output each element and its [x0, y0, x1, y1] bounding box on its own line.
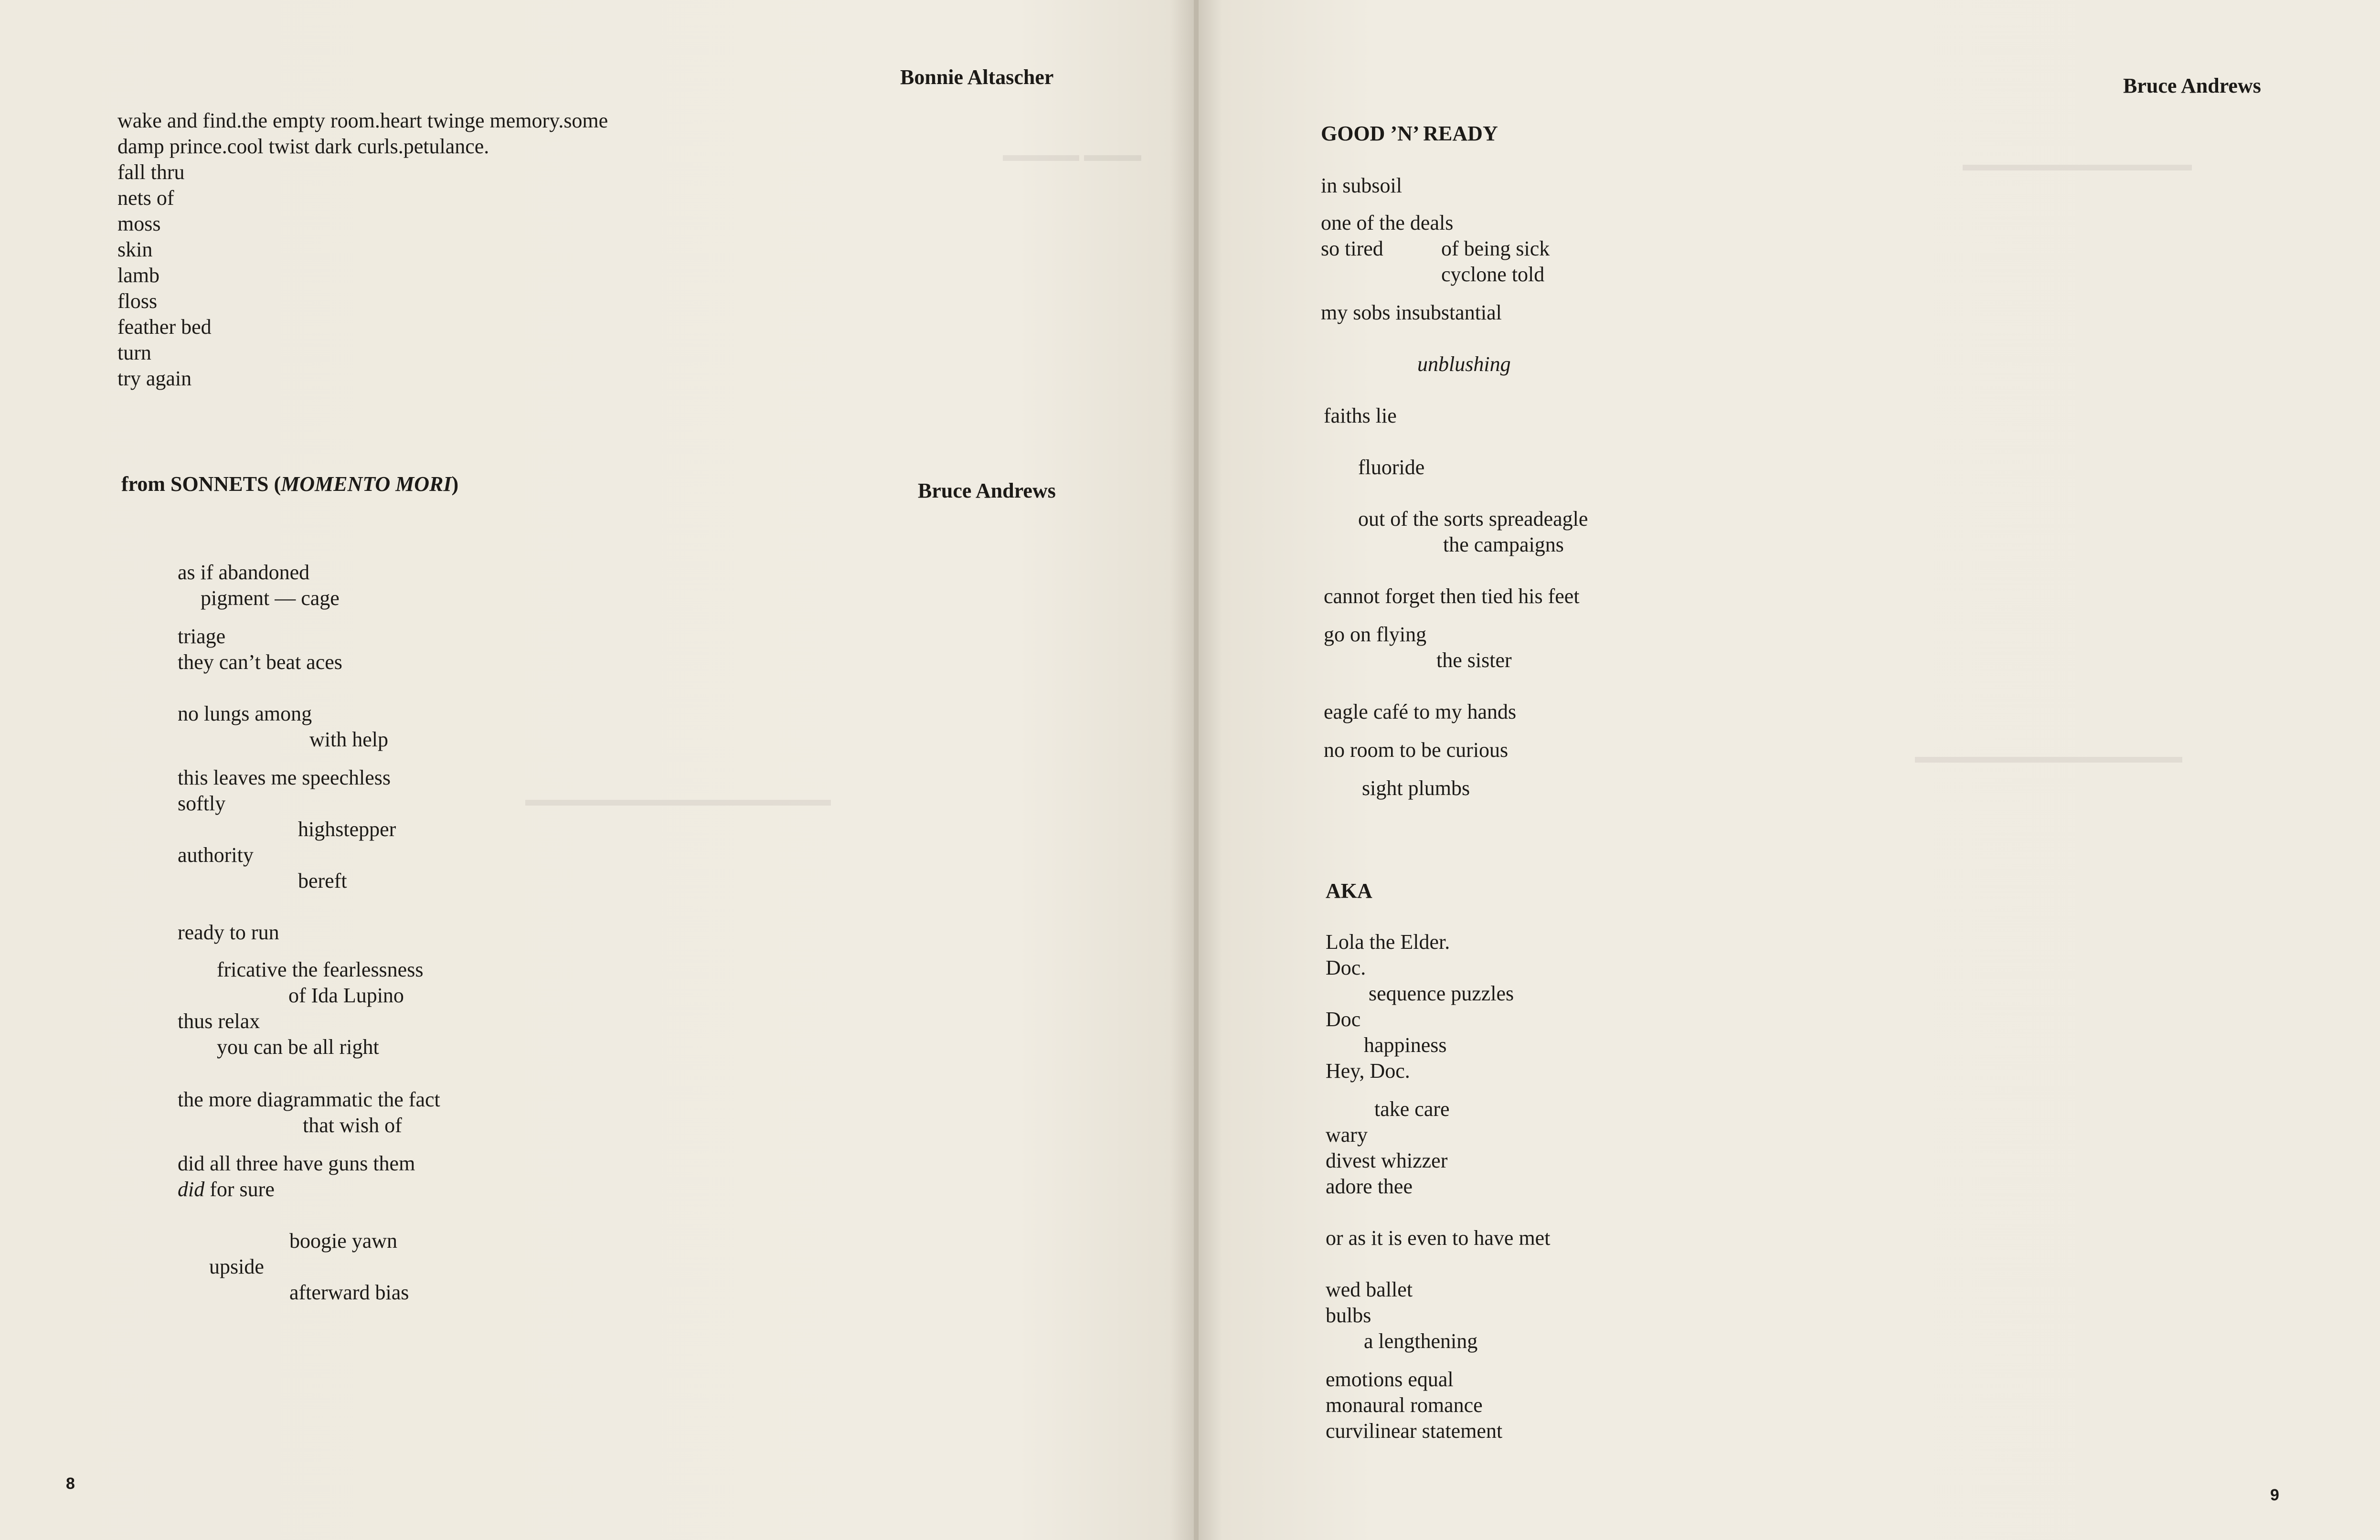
poem-line: eagle café to my hands [1324, 700, 1517, 723]
section-author: Bruce Andrews [918, 479, 1056, 502]
header-author-right: Bruce Andrews [2123, 74, 2261, 97]
poem-line: afterward bias [289, 1281, 409, 1304]
poem-line: ready to run [178, 921, 279, 944]
poem-line: Lola the Elder. [1326, 930, 1450, 954]
show-through-text: ▬▬▬ ▬▬▬▬ [1003, 144, 1141, 165]
poem-line: they can’t beat aces [178, 650, 342, 674]
poem-line: cannot forget then tied his feet [1324, 584, 1580, 608]
poem-line: curvilinear statement [1326, 1419, 1503, 1443]
page-number-right: 9 [2270, 1486, 2279, 1504]
poem-line: unblushing [1417, 352, 1511, 376]
poem-line: this leaves me speechless [178, 766, 391, 789]
poem-line: boogie yawn [289, 1229, 398, 1253]
poem-line: of Ida Lupino [288, 984, 404, 1007]
poem-title-good-n-ready: GOOD ’N’ READY [1321, 122, 1498, 145]
poem-line: sequence puzzles [1369, 982, 1514, 1005]
poem-line: as if abandoned [178, 561, 310, 584]
poem-line: emotions equal [1326, 1368, 1454, 1391]
poem-line: softly [178, 792, 226, 815]
poem-line: try again [117, 367, 192, 390]
header-author-left: Bonnie Altascher [900, 65, 1054, 89]
poem-line: or as it is even to have met [1326, 1226, 1551, 1250]
show-through-text: ▬▬▬▬▬▬▬▬▬▬▬▬▬▬ [1915, 745, 2182, 767]
poem-line: skin [117, 238, 153, 261]
right-page [1199, 0, 2380, 1540]
poem-line: a lengthening [1364, 1329, 1478, 1353]
poem-line: in subsoil [1321, 174, 1402, 197]
poem-line: floss [117, 289, 158, 313]
poem-line: monaural romance [1326, 1393, 1483, 1417]
poem-line: the campaigns [1443, 533, 1564, 556]
poem-line: no room to be curious [1324, 738, 1509, 762]
poem-line: lamb [117, 264, 159, 287]
poem-line: feather bed [117, 315, 212, 339]
poem-line: highstepper [298, 818, 396, 841]
show-through-text: ▬▬▬▬▬▬▬▬▬▬▬▬ [1963, 153, 2192, 175]
poem-line: authority [178, 843, 254, 867]
poem-line: so tired [1321, 237, 1383, 260]
poem-line: triage [178, 625, 226, 648]
poem-line: with help [309, 728, 388, 751]
poem-line: no lungs among [178, 702, 312, 725]
poem-line: bulbs [1326, 1304, 1371, 1327]
poem-line: Hey, Doc. [1326, 1059, 1410, 1083]
poem-line: wake and find.the empty room.heart twinge memory.some [117, 109, 608, 132]
poem-line: out of the sorts spreadeagle [1358, 507, 1588, 531]
poem-line: pigment — cage [201, 586, 340, 610]
poem-line: my sobs insubstantial [1321, 301, 1502, 324]
poem-line: wary [1326, 1123, 1368, 1147]
poem-line: of being sick [1441, 237, 1550, 260]
poem-line: damp prince.cool twist dark curls.petulance. [117, 135, 489, 158]
poem-line: divest whizzer [1326, 1149, 1448, 1172]
poem-line: adore thee [1326, 1175, 1413, 1198]
poem-line: Doc. [1326, 956, 1366, 979]
poem-line: moss [117, 212, 161, 235]
poem-line: turn [117, 341, 151, 364]
poem-line: did all three have guns them [178, 1152, 415, 1175]
poem-line: fall thru [117, 160, 185, 184]
poem-title-aka: AKA [1326, 879, 1372, 903]
poem-line: faiths lie [1324, 404, 1397, 427]
poem-line: thus relax [178, 1009, 260, 1033]
poem-line: wed ballet [1326, 1278, 1413, 1301]
poem-line: fricative the fearlessness [217, 958, 424, 981]
poem-line: the more diagrammatic the fact [178, 1088, 440, 1111]
poem-line: happiness [1364, 1033, 1447, 1057]
poem-line: take care [1374, 1097, 1450, 1121]
poem-line: cyclone told [1441, 263, 1545, 286]
book-gutter [1194, 0, 1199, 1540]
poem-line: the sister [1436, 648, 1512, 672]
poem-line: sight plumbs [1362, 776, 1470, 800]
page-number-left: 8 [66, 1475, 75, 1493]
poem-line: upside [209, 1255, 264, 1278]
poem-line: did for sure [178, 1178, 275, 1201]
poem-line: that wish of [303, 1114, 402, 1137]
section-title-sonnets: from SONNETS (MOMENTO MORI) [121, 472, 459, 496]
poem-line: fluoride [1358, 456, 1425, 479]
poem-line: Doc [1326, 1008, 1361, 1031]
show-through-text: ▬▬▬▬▬▬▬▬▬▬▬▬▬▬▬▬ [525, 788, 831, 810]
poem-line: bereft [298, 869, 347, 892]
poem-line: you can be all right [217, 1035, 379, 1059]
poem-line: one of the deals [1321, 211, 1454, 234]
poem-line: nets of [117, 186, 174, 210]
poem-line: go on flying [1324, 623, 1427, 646]
